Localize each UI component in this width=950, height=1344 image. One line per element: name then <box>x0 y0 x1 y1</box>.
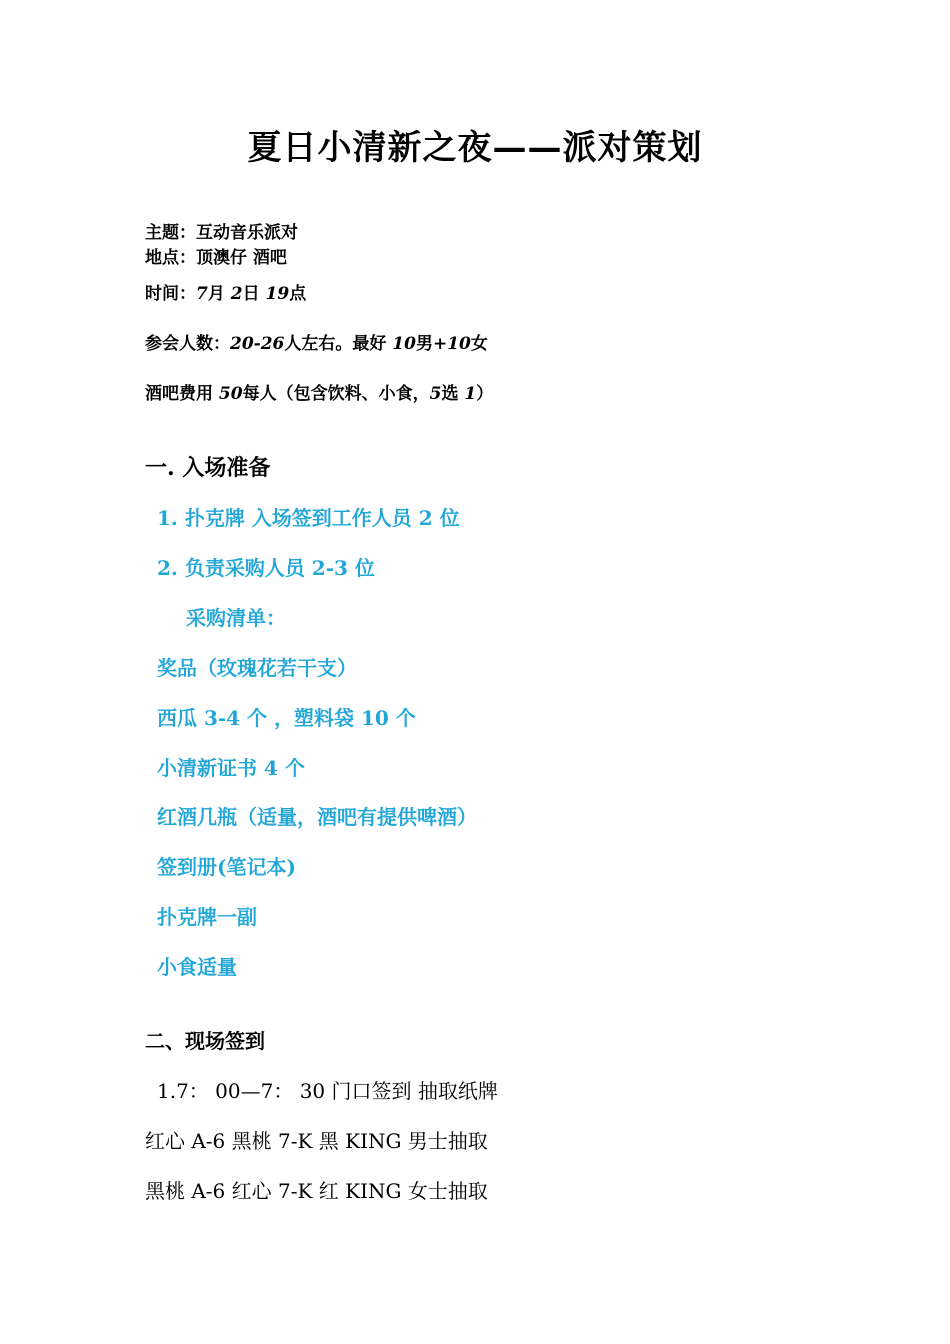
fee-end: ） <box>476 384 494 404</box>
attendees-text: 人左右。最好 <box>284 334 393 354</box>
purchase-item: 西瓜 3-4 个 ，塑料袋 10 个 <box>157 706 416 730</box>
attendees-line <box>145 329 488 354</box>
purchase-item: 小清新证书 4 个 <box>157 756 305 780</box>
fee-label: 酒吧费用 <box>145 384 219 404</box>
attendees-male: 10 <box>392 334 416 354</box>
time-month: 7 <box>196 284 208 304</box>
fee-amount: 50 <box>218 384 243 404</box>
card-row-women: 黑桃 A-6 红心 7-K 红 KING 女士抽取 <box>145 1179 488 1203</box>
attendees-label: 参会人数： <box>145 334 230 354</box>
fee-text: 每人（包含饮料、小食， <box>242 384 430 404</box>
time-label: 时间： <box>145 284 196 304</box>
time-hour-unit: 点 <box>289 284 307 304</box>
time-day-unit: 日 <box>242 284 266 304</box>
card-row-men: 红心 A-6 黑桃 7-K 黑 KING 男士抽取 <box>145 1129 488 1153</box>
purchase-heading: 采购清单： <box>186 606 286 630</box>
section1-item-2: 2. 负责采购人员 2-3 位 <box>157 556 375 580</box>
section1-heading: 一. 入场准备 <box>145 455 271 481</box>
theme-line: 主题：互动音乐派对 <box>145 223 298 243</box>
fee-choice: 5 <box>429 384 442 404</box>
purchase-item: 红酒几瓶（适量，酒吧有提供啤酒） <box>157 805 477 829</box>
fee-choice-num: 1 <box>464 384 477 404</box>
fee-choice-text: 选 <box>441 384 465 404</box>
attendees-female: +10 <box>432 334 471 354</box>
attendees-female-unit: 女 <box>470 334 488 354</box>
purchase-item: 奖品（玫瑰花若干支） <box>157 656 357 680</box>
purchase-item: 签到册(笔记本) <box>157 855 296 879</box>
attendees-range: 20-26 <box>230 334 285 354</box>
fee-line <box>145 379 493 404</box>
time-month-unit: 月 <box>207 284 231 304</box>
time-day: 2 <box>230 284 243 304</box>
attendees-male-unit: 男 <box>415 334 433 354</box>
section1-item-1: 1. 扑克牌 入场签到工作人员 2 位 <box>157 506 460 530</box>
venue-line: 地点：顶澳仔 酒吧 <box>145 248 287 268</box>
document-title: 夏日小清新之夜——派对策划 <box>247 128 703 168</box>
time-hour: 19 <box>265 284 290 304</box>
section2-step: 1.7： 00—7： 30 门口签到 抽取纸牌 <box>157 1079 498 1103</box>
time-line <box>145 279 306 304</box>
purchase-item: 小食适量 <box>157 955 237 979</box>
section2-heading: 二、现场签到 <box>145 1029 265 1053</box>
purchase-item: 扑克牌一副 <box>157 905 257 929</box>
